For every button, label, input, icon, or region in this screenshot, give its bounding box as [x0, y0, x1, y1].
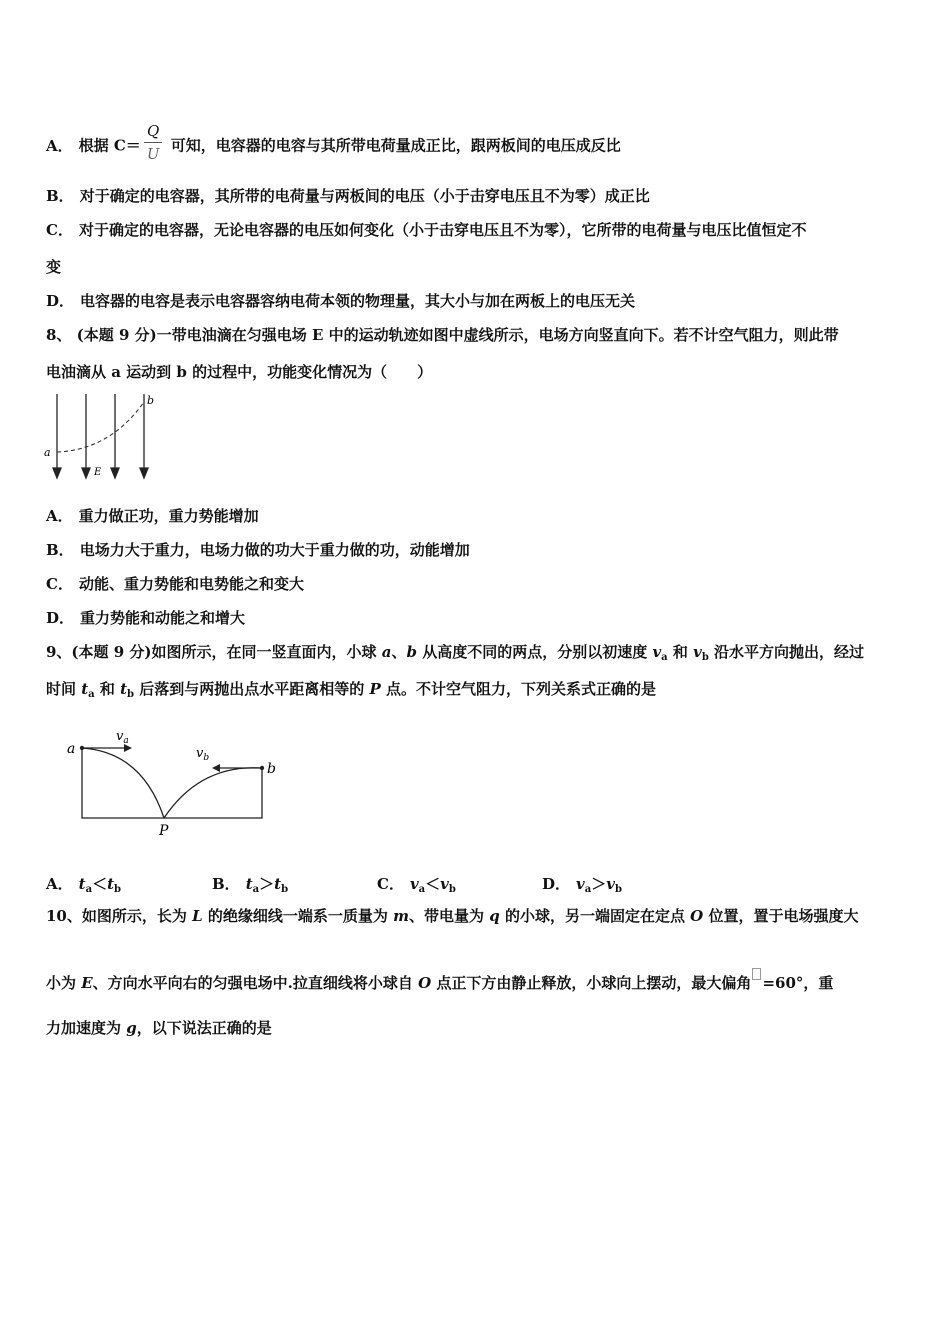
subscript: a — [252, 884, 260, 895]
trajectory-a — [82, 748, 164, 818]
var-t: t — [120, 680, 128, 698]
capacitance-fraction — [144, 122, 163, 163]
va-subscript: a — [123, 736, 129, 746]
option-label: B． — [46, 541, 74, 559]
text: 、带电量为 — [408, 907, 490, 925]
subscript: b — [281, 884, 289, 895]
q9-options-row — [46, 873, 926, 893]
option-text: 对于确定的电容器，其所带的电荷量与两板间的电压（小于击穿电压且不为零）成正比 — [79, 187, 650, 205]
field-arrow-4 — [140, 468, 148, 478]
option-label: D． — [542, 875, 571, 893]
var: t — [274, 875, 282, 893]
subscript: b — [614, 884, 622, 895]
var-q: q — [489, 907, 500, 925]
q8-field-figure — [40, 392, 170, 482]
q8-option-d[interactable] — [46, 608, 245, 628]
vb-symbol: v — [196, 746, 204, 761]
option-label: C． — [46, 221, 73, 239]
point-a-label: a — [67, 741, 76, 757]
fraction-denominator: U — [146, 145, 160, 163]
text: 9、(本题 9 分)如图所示，在同一竖直面内，小球 — [46, 643, 382, 661]
var-E: E — [81, 974, 93, 992]
var: v — [576, 875, 585, 893]
q9-option-d[interactable] — [542, 873, 622, 895]
subscript: b — [114, 884, 122, 895]
q7-option-c-continued — [46, 257, 61, 277]
option-label: B． — [212, 875, 240, 893]
option-text: 电场力大于重力，电场力做的功大于重力做的功，动能增加 — [79, 541, 470, 559]
var: t — [245, 875, 253, 893]
trajectory-dashed-curve — [57, 402, 144, 452]
option-text-post: 可知，电容器的电容与其所带电荷量成正比，跟两板间的电压成反比 — [165, 136, 621, 155]
field-arrow-3 — [111, 468, 119, 478]
var-a: a — [381, 643, 392, 661]
operator: ＞ — [591, 875, 607, 893]
text: 的小球，另一端固定在定点 — [499, 907, 691, 925]
option-label: A． — [46, 136, 73, 155]
subscript: a — [661, 652, 668, 663]
point-b-label: b — [267, 761, 276, 777]
var-t: t — [81, 680, 89, 698]
vb-subscript: b — [203, 753, 210, 763]
q7-option-b[interactable] — [46, 186, 650, 206]
trajectory-b — [164, 768, 262, 818]
text: ，以下说法正确的是 — [136, 1019, 272, 1037]
point-b-label: b — [147, 394, 155, 407]
option-label: C． — [377, 875, 404, 893]
field-arrow-1 — [53, 468, 61, 478]
va-label — [116, 729, 129, 746]
q9-stem-line1 — [46, 642, 864, 668]
subscript: b — [701, 652, 709, 663]
text: 时间 — [46, 680, 82, 698]
q9-option-c[interactable] — [377, 873, 456, 895]
subscript: a — [584, 884, 592, 895]
q9-projectile-figure — [60, 722, 280, 842]
text: 力加速度为 — [46, 1019, 127, 1037]
text: 位置，置于电场强度大 — [703, 907, 859, 925]
vb-label — [196, 746, 209, 763]
text: 和 — [94, 680, 121, 698]
operator: ＜ — [425, 875, 441, 893]
subscript: a — [418, 884, 426, 895]
var-O: O — [690, 907, 704, 925]
text: 后落到与两抛出点水平距离相等的 — [134, 680, 370, 698]
var: t — [78, 875, 86, 893]
field-E-label: E — [94, 467, 102, 478]
var-m: m — [393, 907, 409, 925]
var: t — [107, 875, 115, 893]
option-label: A． — [46, 875, 73, 893]
var: v — [440, 875, 449, 893]
point-b-dot — [260, 766, 264, 770]
q8-option-c[interactable] — [46, 574, 304, 594]
q10-stem-line3 — [46, 1018, 272, 1038]
text: 的绝缘细线一端系一质量为 — [202, 907, 394, 925]
text: 10、如图所示，长为 — [46, 907, 193, 925]
field-arrow-2 — [82, 468, 90, 478]
q8-stem-line2: 电油滴从 a 运动到 b 的过程中，功能变化情况为（ ） — [46, 363, 433, 381]
var-g: g — [126, 1019, 137, 1037]
text: 、 — [391, 643, 407, 661]
q7-option-a[interactable] — [46, 122, 621, 167]
point-P-label: P — [159, 823, 169, 839]
missing-glyph-icon — [752, 968, 761, 980]
fraction-numerator: Q — [144, 122, 163, 143]
option-text: 重力做正功，重力势能增加 — [78, 507, 259, 525]
var-v: v — [652, 643, 662, 661]
option-label: A． — [46, 507, 73, 525]
q9-option-a[interactable] — [46, 873, 121, 895]
point-a-label: a — [44, 446, 51, 459]
option-label: B． — [46, 187, 74, 205]
option-label: C． — [46, 575, 73, 593]
point-a-dot — [80, 746, 84, 750]
text: 点。不计空气阻力，下列关系式正确的是 — [380, 680, 657, 698]
var-b: b — [406, 643, 417, 661]
option-label: D． — [46, 609, 75, 627]
text: 小为 — [46, 974, 82, 992]
q9-stem-line2 — [46, 679, 656, 705]
option-text-continued: 变 — [46, 258, 62, 276]
operator: ＞ — [259, 875, 275, 893]
text: =60°，重 — [762, 974, 834, 992]
q10-stem-line2 — [46, 968, 833, 993]
var: v — [606, 875, 615, 893]
va-symbol: v — [116, 729, 124, 744]
var-P: P — [369, 680, 381, 698]
q9-option-b[interactable] — [212, 873, 288, 895]
operator: ＜ — [92, 875, 108, 893]
q8-option-a[interactable] — [46, 506, 259, 526]
text: 从高度不同的两点，分别以初速度 — [417, 643, 653, 661]
option-text-pre: 根据 C＝ — [78, 136, 141, 155]
text: 沿水平方向抛出，经过 — [708, 643, 865, 661]
subscript: a — [85, 884, 93, 895]
q7-option-c[interactable] — [46, 220, 806, 240]
q7-option-d[interactable] — [46, 291, 635, 311]
option-text: 动能、重力势能和电势能之和变大 — [78, 575, 304, 593]
option-label: D． — [46, 292, 75, 310]
var: v — [409, 875, 419, 893]
var-v: v — [693, 643, 702, 661]
option-text: 电容器的电容是表示电容器容纳电荷本领的物理量，其大小与加在两板上的电压无关 — [80, 292, 636, 310]
q8-stem-line1: 8、 (本题 9 分)一带电油滴在匀强电场 E 中的运动轨迹如图中虚线所示，电场方向竖直向下。若不计空气阻力，则此带 — [46, 326, 839, 344]
var-O: O — [418, 974, 432, 992]
q10-stem-line1 — [46, 906, 858, 926]
vb-arrow-head — [212, 764, 220, 772]
text: 、方向水平向右的匀强电场中.拉直细线将小球自 — [92, 974, 419, 992]
text: 点正下方由静止释放，小球向上摆动，最大偏角 — [431, 974, 752, 992]
option-text: 对于确定的电容器，无论电容器的电压如何变化（小于击穿电压且不为零），它所带的电荷量与电压比值恒定不 — [78, 221, 807, 239]
subscript: b — [448, 884, 456, 895]
q8-option-b[interactable] — [46, 540, 470, 560]
var-L: L — [192, 907, 203, 925]
option-text: 重力势能和动能之和增大 — [80, 609, 246, 627]
text: 和 — [667, 643, 694, 661]
subscript: b — [127, 689, 135, 700]
subscript: a — [88, 689, 95, 700]
